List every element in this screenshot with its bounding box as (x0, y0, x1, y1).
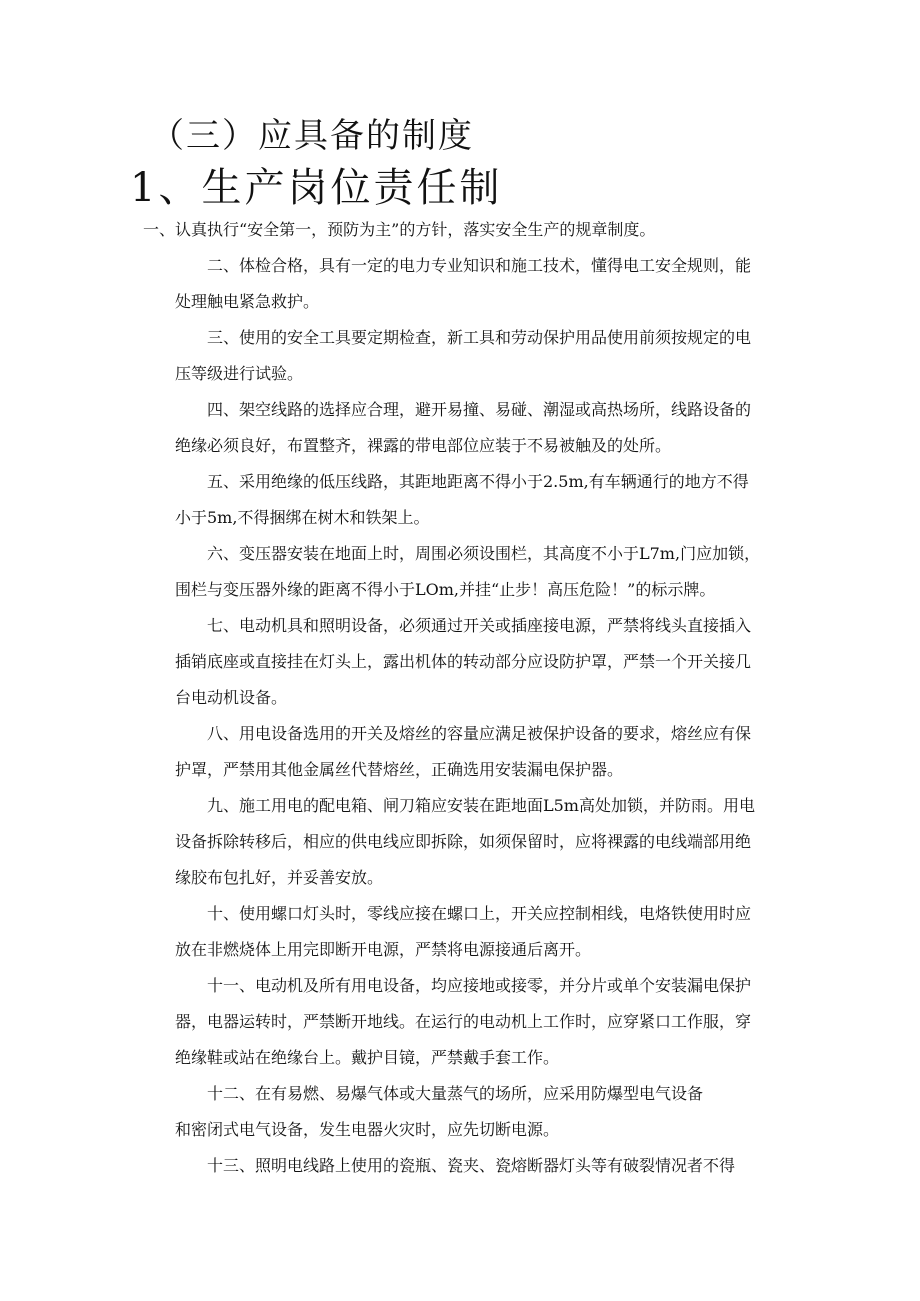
paragraph-5 (175, 464, 795, 536)
paragraph-line: 小于5m,不得捆绑在树木和铁架上。 (175, 508, 430, 527)
paragraph-line: 和密闭式电气设备，发生电器火灾时，应先切断电源。 (175, 1120, 560, 1139)
paragraph-3 (175, 320, 795, 392)
paragraph-4 (175, 392, 795, 464)
paragraph-line: 九、施工用电的配电箱、闸刀箱应安装在距地面L5m高处加锁，并防雨。用电 (207, 796, 755, 815)
paragraph-11 (175, 968, 795, 1076)
paragraph-6 (175, 536, 795, 608)
document-body (143, 212, 795, 1184)
paragraph-7 (175, 608, 795, 716)
paragraph-line: 处理触电紧急救护。 (175, 292, 320, 311)
section-title: （三）应具备的制度 (150, 116, 474, 156)
paragraph-line: 八、用电设备选用的开关及熔丝的容量应满足被保护设备的要求，熔丝应有保 (207, 724, 752, 743)
paragraph-line: 围栏与变压器外缘的距离不得小于LOm,并挂“止步！高压危险！”的标示牌。 (175, 580, 716, 599)
paragraph-8 (175, 716, 795, 788)
paragraph-line: 设备拆除转移后，相应的供电线应即拆除，如须保留时，应将裸露的电线端部用绝 (175, 832, 752, 851)
paragraph-line: 器，电器运转时，严禁断开地线。在运行的电动机上工作时，应穿紧口工作服，穿 (175, 1012, 752, 1031)
paragraph-line: 三、使用的安全工具要定期检查，新工具和劳动保护用品使用前须按规定的电 (207, 328, 752, 347)
paragraph-2 (175, 248, 795, 320)
paragraph-line: 插销底座或直接挂在灯头上，露出机体的转动部分应设防护罩，严禁一个开关接几 (175, 652, 752, 671)
paragraph-line: 一、认真执行“安全第一，预防为主”的方针，落实安全生产的规章制度。 (143, 220, 656, 239)
paragraph-line: 四、架空线路的选择应合理，避开易撞、易碰、潮湿或高热场所，线路设备的 (207, 400, 752, 419)
paragraph-line: 护罩，严禁用其他金属丝代替熔丝，正确选用安装漏电保护器。 (175, 760, 624, 779)
paragraph-line: 绝缘必须良好，布置整齐，裸露的带电部位应装于不易被触及的处所。 (175, 436, 672, 455)
paragraph-line: 压等级进行试验。 (175, 364, 304, 383)
paragraph-line: 十三、照明电线路上使用的瓷瓶、瓷夹、瓷熔断器灯头等有破裂情况者不得 (207, 1156, 736, 1175)
sub-title: 1、生产岗位责任制 (130, 165, 503, 211)
paragraph-line: 十二、在有易燃、易爆气体或大量蒸气的场所，应采用防爆型电气设备 (207, 1084, 704, 1103)
paragraph-line: 十、使用螺口灯头时，零线应接在螺口上，开关应控制相线，电烙铁使用时应 (207, 904, 752, 923)
paragraph-12 (175, 1076, 795, 1148)
paragraph-line: 绝缘鞋或站在绝缘台上。戴护目镜，严禁戴手套工作。 (175, 1048, 560, 1067)
paragraph-line: 六、变压器安装在地面上时，周围必须设围栏，其高度不小于L7m,门应加锁， (207, 544, 761, 563)
paragraph-line: 缘胶布包扎好，并妥善安放。 (175, 868, 384, 887)
paragraph-13 (175, 1148, 795, 1184)
paragraph-line: 七、电动机具和照明设备，必须通过开关或插座接电源，严禁将线头直接插入 (207, 616, 752, 635)
paragraph-10 (175, 896, 795, 968)
paragraph-9 (175, 788, 795, 896)
paragraph-line: 五、采用绝缘的低压线路，其距地距离不得小于2.5m,有车辆通行的地方不得 (207, 472, 749, 491)
paragraph-1 (143, 212, 795, 248)
paragraph-line: 二、体检合格，具有一定的电力专业知识和施工技术，懂得电工安全规则，能 (207, 256, 752, 275)
paragraph-line: 台电动机设备。 (175, 688, 288, 707)
paragraph-line: 十一、电动机及所有用电设备，均应接地或接零，并分片或单个安装漏电保护 (207, 976, 752, 995)
paragraph-line: 放在非燃烧体上用完即断开电源，严禁将电源接通后离开。 (175, 940, 592, 959)
